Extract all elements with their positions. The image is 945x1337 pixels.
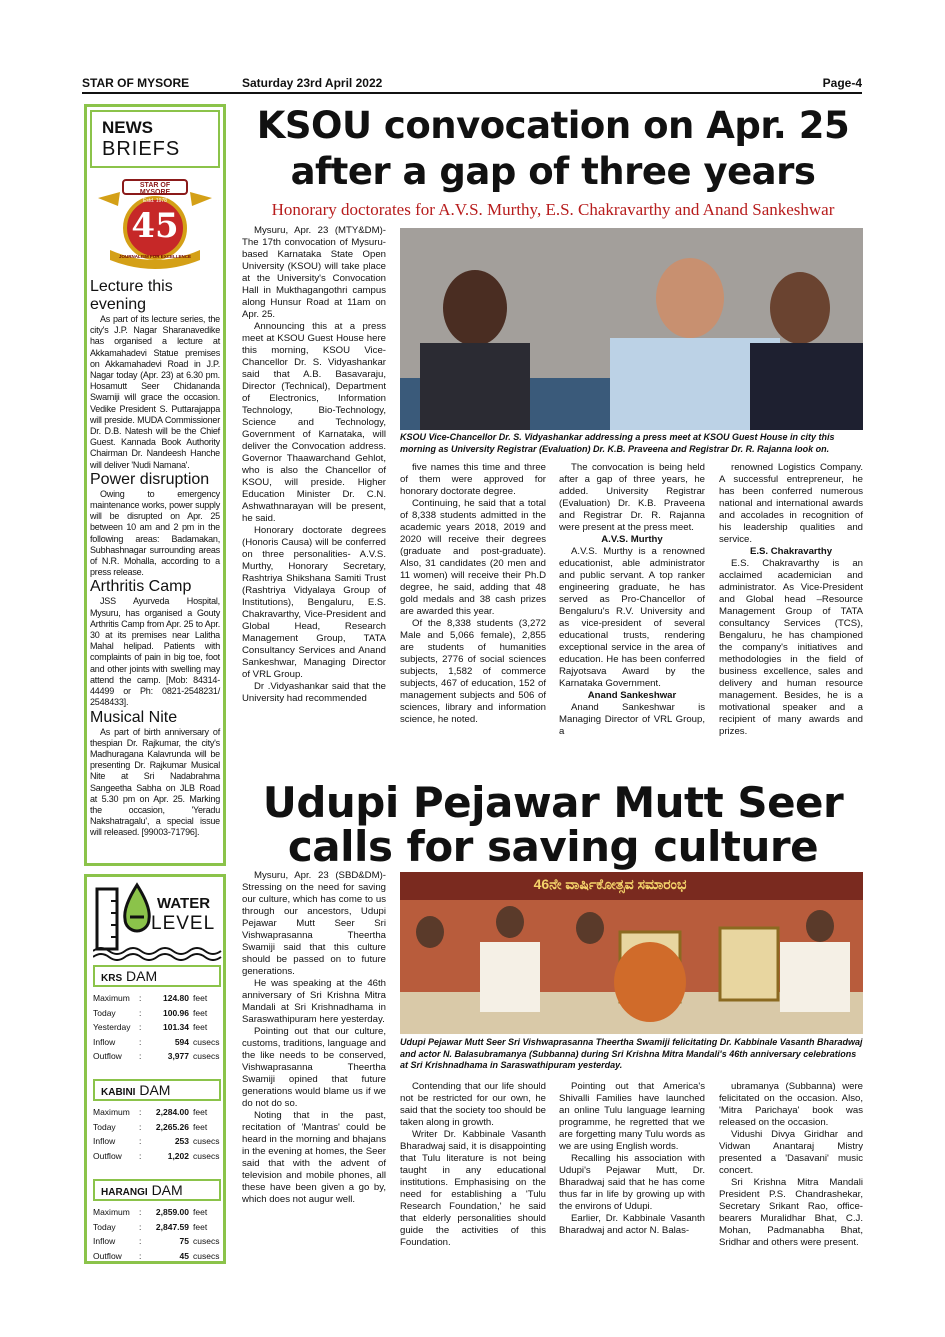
paragraph: Contending that our life should not be restricted for our own, he said that the society too should be taken along in growth. [400, 1081, 546, 1128]
dam-cell: 2,284.00 [155, 1107, 189, 1117]
dam-cell: feet [193, 1022, 208, 1032]
dam-cell: : [139, 1136, 142, 1146]
dam-cell: : [139, 1207, 142, 1217]
story1-photo-caption: KSOU Vice-Chancellor Dr. S. Vidyashankar addressing a press meet at KSOU Guest House in city this morning as University Registrar (Evaluation) Dr. K.B. Praveena and Registrar Dr. R. Rajanna look on. [400, 432, 835, 454]
paragraph: renowned Logistics Company. A successful entrepreneur, he has been conferred numerous national and international awards and accolades in recognition of his leadership qualities and service. [719, 462, 863, 545]
paragraph: Honorary doctorate degrees (Honoris Causa) will be conferred on three personalities- A.V.S. Murthy, Honorary Secretary, Rashtriya Shikshana Samiti Trust (Rashtriya Vidyalaya Group of Institutions), Bengaluru, E.S. Chakravarthy, Vice-President and Global Head, Research Management Group, TATA Consultancy Services and Anand Sankeshwar, Managing Director of VRL Group. [242, 525, 386, 680]
dam-cell: 124.80 [163, 993, 189, 1003]
paragraph: Vidushi Divya Giridhar and Vidwan Anantaraj Mistry presented a 'Dasavani' music concert. [719, 1129, 863, 1176]
dam-cell: : [139, 1051, 142, 1061]
paragraph: The convocation is being held after a gap of three years, he added. University Registrar (Evaluation) Dr. K.B. Praveena and Registrar Dr. R. Rajanna were present at the press meet. [559, 462, 705, 533]
story1-subhead: Honorary doctorates for A.V.S. Murthy, E.S. Chakravarthy and Anand Sankeshwar [271, 200, 835, 219]
anniversary-banner: 46ನೇ ವಾರ್ಷಿಕೋತ್ಸವ ಸಮಾರಂಭ [533, 876, 687, 892]
dam-suffix: DAM [126, 968, 158, 984]
paragraph: E.S. Chakravarthy is an acclaimed academician and administrator. As Vice-President and Global head –Resource Management Group of TATA consultancy Services (TCS), Bengaluru, he has championed the company's initiatives and methodologies in the field of business excellence, sales and delivery and human resource management. Besides, he is a motivational speaker and a recipient of many awards and prizes. [719, 558, 863, 737]
paragraph: Of the 8,338 students (3,272 Male and 5,066 female), 2,855 are students of humanities subjects, 2776 of social sciences subjects, 1,582 of commerce subjects, 467 of education, 152 of management subjects and 506 of sciences, library and information science, he noted. [400, 618, 546, 725]
dam-cell: Inflow [93, 1036, 116, 1047]
dam-cell: feet [193, 1107, 208, 1117]
story2-column-4 [719, 1081, 863, 1249]
dam-row [93, 1205, 221, 1220]
dam-row [93, 1105, 221, 1120]
dam-cell: Today [93, 1121, 116, 1132]
brief-body: JSS Ayurveda Hospital, Mysuru, has organised a Gouty Arthritis Camp from Apr. 25 to Apr. 30 at its premises near Lalitha Mahal helipad. Patients with complaints of pain in big toe, foot and other joints with swelling may attend the camp. [Mob: 84314-44499 or Ph: 0821-2548231/ 2548433]. [90, 596, 220, 708]
anand-sankeshwar-subhead: Anand Sankeshwar [587, 690, 677, 701]
dam-cell: cusecs [193, 1051, 220, 1061]
dam-cell: Today [93, 1221, 116, 1232]
paragraph: Mysuru, Apr. 23 (MTY&DM)- The 17th convocation of Mysuru-based Karnataka State Open University (KSOU) will take place at the University's Convocation Hall in Mukthagangothri campus along Hunsur Road at 11am on Apr. 25. [242, 225, 386, 320]
dam-row [93, 1249, 221, 1264]
dam-cell: : [139, 1150, 142, 1161]
dam-cell: 101.34 [163, 1022, 189, 1032]
dam-krs [93, 965, 221, 1064]
dam-harangi [93, 1179, 221, 1263]
brief-title: Lecture this evening [90, 278, 173, 313]
brief-title: Power disruption [90, 470, 210, 488]
story2-headline-line2: calls for saving culture [287, 822, 819, 871]
paragraph: Dr .Vidyashankar said that the University had recommended [242, 681, 386, 704]
brief-title: Musical Nite [90, 708, 178, 726]
dam-row [93, 1020, 221, 1035]
dam-row [93, 1134, 221, 1149]
dam-cell: Inflow [93, 1136, 116, 1146]
dam-cell: 1,202 [167, 1150, 189, 1161]
dam-cell: : [139, 1250, 142, 1261]
brief-body: Owing to emergency maintenance works, power supply will be disrupted on Apr. 25 between 10 am and 2 pm in the following areas: Badamakan, Subhashnagar surrounding areas of N.R. Mohalla, according to a press release. [90, 488, 220, 578]
story2-headline-line1: Udupi Pejawar Mutt Seer [262, 778, 844, 827]
dam-cell: cusecs [193, 1136, 220, 1146]
dam-row [93, 991, 221, 1006]
dam-cell: feet [193, 1207, 208, 1217]
paragraph: Earlier, Dr. Kabbinale Vasanth Bharadwaj and actor N. Balas- [559, 1213, 705, 1236]
news-briefs [84, 104, 226, 866]
dam-row [93, 1234, 221, 1249]
dam-cell: 75 [179, 1236, 189, 1246]
dam-row [93, 1049, 221, 1064]
dam-cell: 253 [174, 1136, 189, 1146]
story1-headline-line1: KSOU convocation on Apr. 25 [256, 104, 850, 147]
story2-column-3 [559, 1081, 705, 1237]
page-number: Page-4 [822, 76, 862, 90]
dam-cell: cusecs [193, 1036, 220, 1047]
briefs-list [90, 278, 220, 839]
dam-row [93, 1149, 221, 1164]
dam-name: KRS [101, 973, 123, 984]
dam-row [93, 1006, 221, 1021]
dam-cell: 594 [174, 1036, 189, 1047]
dam-title [93, 1079, 221, 1101]
paragraph: Pointing out that America's Shivalli Families have launched an online Tulu language learning programme, he regretted that we are forgetting many Tulu words as we are using English words. [559, 1081, 705, 1152]
paragraph: Anand Sankeshwar is Managing Director of VRL Group, a [559, 702, 705, 737]
paragraph: ubramanya (Subbanna) were felicitated on the occasion. Also, 'Mitra Parichaya' book was released on the occasion. [719, 1081, 863, 1128]
story1-column-4 [719, 462, 863, 738]
dam-cell: feet [193, 1121, 208, 1132]
dam-title [93, 1179, 221, 1201]
dam-cell: cusecs [193, 1236, 220, 1246]
dam-cell: Maximum [93, 993, 130, 1003]
paragraph: He was speaking at the 46th anniversary of Sri Krishna Mitra Mandali at Sri Krishnadhama in Saraswathipuram here yesterday. [242, 978, 386, 1025]
dam-row [93, 1220, 221, 1235]
dam-cell: Inflow [93, 1236, 116, 1246]
dam-cell: : [139, 1022, 142, 1032]
dam-cell: 2,847.59 [155, 1221, 189, 1232]
story1-column-3 [559, 462, 705, 738]
paper-name: STAR OF MYSORE [82, 76, 190, 90]
brief-body: As part of its lecture series, the city's J.P. Nagar Sharanavedike has organised a lecture at Akkamahadevi Statue premises on Akkamahadevi Road in J.P. Nagar today (Apr. 23) at 6.30 pm. Hosamutt Seer Chidananda Swamiji will grace the occasion. Vedike President S. Puttarajappa will preside. MUDA Commissioner Dr. D.B. Natesh will be the Chief Guest. Kannada Book Authority Chairman Dr. Nandeesh Hanche will deliver 'Nudi Namana'. [90, 314, 220, 470]
felicitation-photo-icon [400, 872, 863, 1034]
ksou-press-meet-photo [400, 228, 863, 430]
felicitation-photo [400, 872, 863, 1034]
dam-cell: 3,977 [167, 1051, 189, 1061]
dam-cell: : [139, 1221, 142, 1232]
press-meet-photo-icon [400, 228, 863, 430]
paragraph: Sri Krishna Mitra Mandali President P.S. Chandrashekar, Secretary Srikant Rao, office-bearers Muralidhar Bhat, C.J. Mohan, Padmanabha Bhat, Sridhar and others were present. [719, 1177, 863, 1248]
dam-row [93, 1120, 221, 1135]
paragraph: Announcing this at a press meet at KSOU Guest House here this morning, KSOU Vice-Chancellor Dr. S. Vidyashankar said that A.B. Basavaraju, Director (Technical), Department of Electronics, Information Technology, Bio-Technology, Science and Technology, Government of Karnataka, will deliver the Convocation address. Governor Thaawarchand Gehlot, who is also the Chancellor of KSOU, will preside. Higher Education Minister Dr. C.N. Ashwathnarayan will be present, he said. [242, 321, 386, 524]
dam-cell: 100.96 [163, 1007, 189, 1018]
paragraph: five names this time and three of them were approved for honorary doctorate degree. [400, 462, 546, 497]
dam-cell: feet [193, 1221, 208, 1232]
dam-row [93, 1035, 221, 1050]
page-header [82, 76, 862, 94]
paragraph: Writer Dr. Kabbinale Vasanth Bharadwaj said, it is disappointing that Tulu literature is not being taught in any educational institutions. Emphasising on the need for establishing a 'Tulu Research Foundation,' he said that elderly personalities should guide the activities of this Foundation. [400, 1129, 546, 1248]
dam-cell: 2,265.26 [155, 1121, 189, 1132]
dam-cell: 2,859.00 [155, 1207, 189, 1217]
dam-cell: : [139, 1236, 142, 1246]
dam-cell: : [139, 1107, 142, 1117]
dam-cell: feet [193, 993, 208, 1003]
dam-cell: : [139, 1036, 142, 1047]
story1-headline-line2: after a gap of three years [290, 150, 816, 193]
story1-column-1 [242, 225, 386, 705]
dam-kabini [93, 1079, 221, 1163]
paragraph: A.V.S. Murthy is a renowned educationist, able administrator and public servant. A top ranker engineering graduate, he has served as Pro-Chancellor of Bengaluru's R.V. University and as vice-president of several educational trusts, rendering exceptional service in the area of education. He has been conferred Rajyotsava Award by the Karnataka Government. [559, 546, 705, 689]
dam-cell: : [139, 993, 142, 1003]
issue-date: Saturday 23rd April 2022 [242, 76, 383, 90]
story2-column-2 [400, 1081, 546, 1249]
paragraph: Pointing out that our culture, customs, traditions, language and the like needs to be conserved, Vishwaprasanna Theertha Swamiji opined that future generations would blame us if we do not do so. [242, 1026, 386, 1109]
dam-cell: Today [93, 1007, 116, 1018]
paragraph: Mysuru, Apr. 23 (SBD&DM)- Stressing on the need for saving our culture, which has come to us through our ancestors, Udupi Pejawar Mutt Seer Sri Vishwaprasanna Theertha Swamiji said that this culture should be passed on to future generations. [242, 870, 386, 977]
dam-cell: Outflow [93, 1250, 122, 1261]
level-title: LEVEL [151, 913, 216, 934]
avs-murthy-subhead: A.V.S. Murthy [601, 534, 663, 545]
dam-cell: : [139, 1007, 142, 1018]
story1-column-2 [400, 462, 546, 726]
story2-column-1 [242, 870, 386, 1206]
dam-cell: Outflow [93, 1051, 122, 1061]
paragraph: Continuing, he said that a total of 8,338 students admitted in the academic years 2018, 2019 and 2020 will receive their degrees (graduate and post-graduate). Also, 31 candidates (20 men and 11 women) will receive their Ph.D degree, he said, adding that 48 gold medals and 38 cash prizes are awarded this year. [400, 498, 546, 617]
dam-name: KABINI [101, 1087, 136, 1098]
dam-cell: : [139, 1121, 142, 1132]
star-of-mysore-45-logo: STAR OF MYSORE Estd. 1978 45 JOURNALISM FOR EXCELLENCE [90, 168, 220, 278]
dam-cell: 45 [179, 1250, 189, 1261]
news-briefs-title: NEWS BRIEFS [90, 110, 220, 168]
water-level-box [84, 874, 226, 1264]
brief-body: As part of birth anniversary of thespian Dr. Rajkumar, the city's Madhuragana Kalavrunda will be presenting Dr. Rajkumar Musical Nite at Sri Nadabrahma Sangeetha Sabha on JLB Road at 5.30 pm on Apr. 25. Marking the occasion, 'Yeradu Nakshatragalu', a special issue will released. [99003-71796]. [90, 726, 220, 838]
paragraph: Noting that in the past, recitation of 'Mantras' could be heard in the morning and bhajans in the evening at homes, the Seer said that with the advent of television and mobile phones, all these have been given a go by, which does not augur well. [242, 1110, 386, 1205]
dam-cell: cusecs [193, 1150, 220, 1161]
dam-title [93, 965, 221, 987]
dam-name: HARANGI [101, 1187, 148, 1198]
water-title: WATER [157, 895, 211, 912]
dam-suffix: DAM [151, 1182, 183, 1198]
es-chakravarthy-subhead: E.S. Chakravarthy [749, 546, 833, 557]
paragraph: Recalling his association with Udupi's Pejawar Mutt, Dr. Bharadwaj said that he has come thus far in life by growing up with the environs of Udupi. [559, 1153, 705, 1212]
dam-cell: Maximum [93, 1107, 130, 1117]
dam-cell: Yesterday [93, 1022, 131, 1032]
dam-cell: feet [193, 1007, 208, 1018]
dam-suffix: DAM [139, 1082, 171, 1098]
dam-cell: cusecs [193, 1250, 220, 1261]
story2-photo-caption: Udupi Pejawar Mutt Seer Sri Vishwaprasanna Theertha Swamiji felicitating Dr. Kabbinale Vasanth Bharadwaj and actor N. Balasubramanya (Subbanna) during Sri Krishna Mitra Mandali's 46th anniversary celebrations at Sri Krishnadhama in Saraswathipuram yesterday. [400, 1037, 863, 1070]
dam-cell: Outflow [93, 1150, 122, 1161]
brief-title: Arthritis Camp [90, 578, 192, 596]
dam-cell: Maximum [93, 1207, 130, 1217]
